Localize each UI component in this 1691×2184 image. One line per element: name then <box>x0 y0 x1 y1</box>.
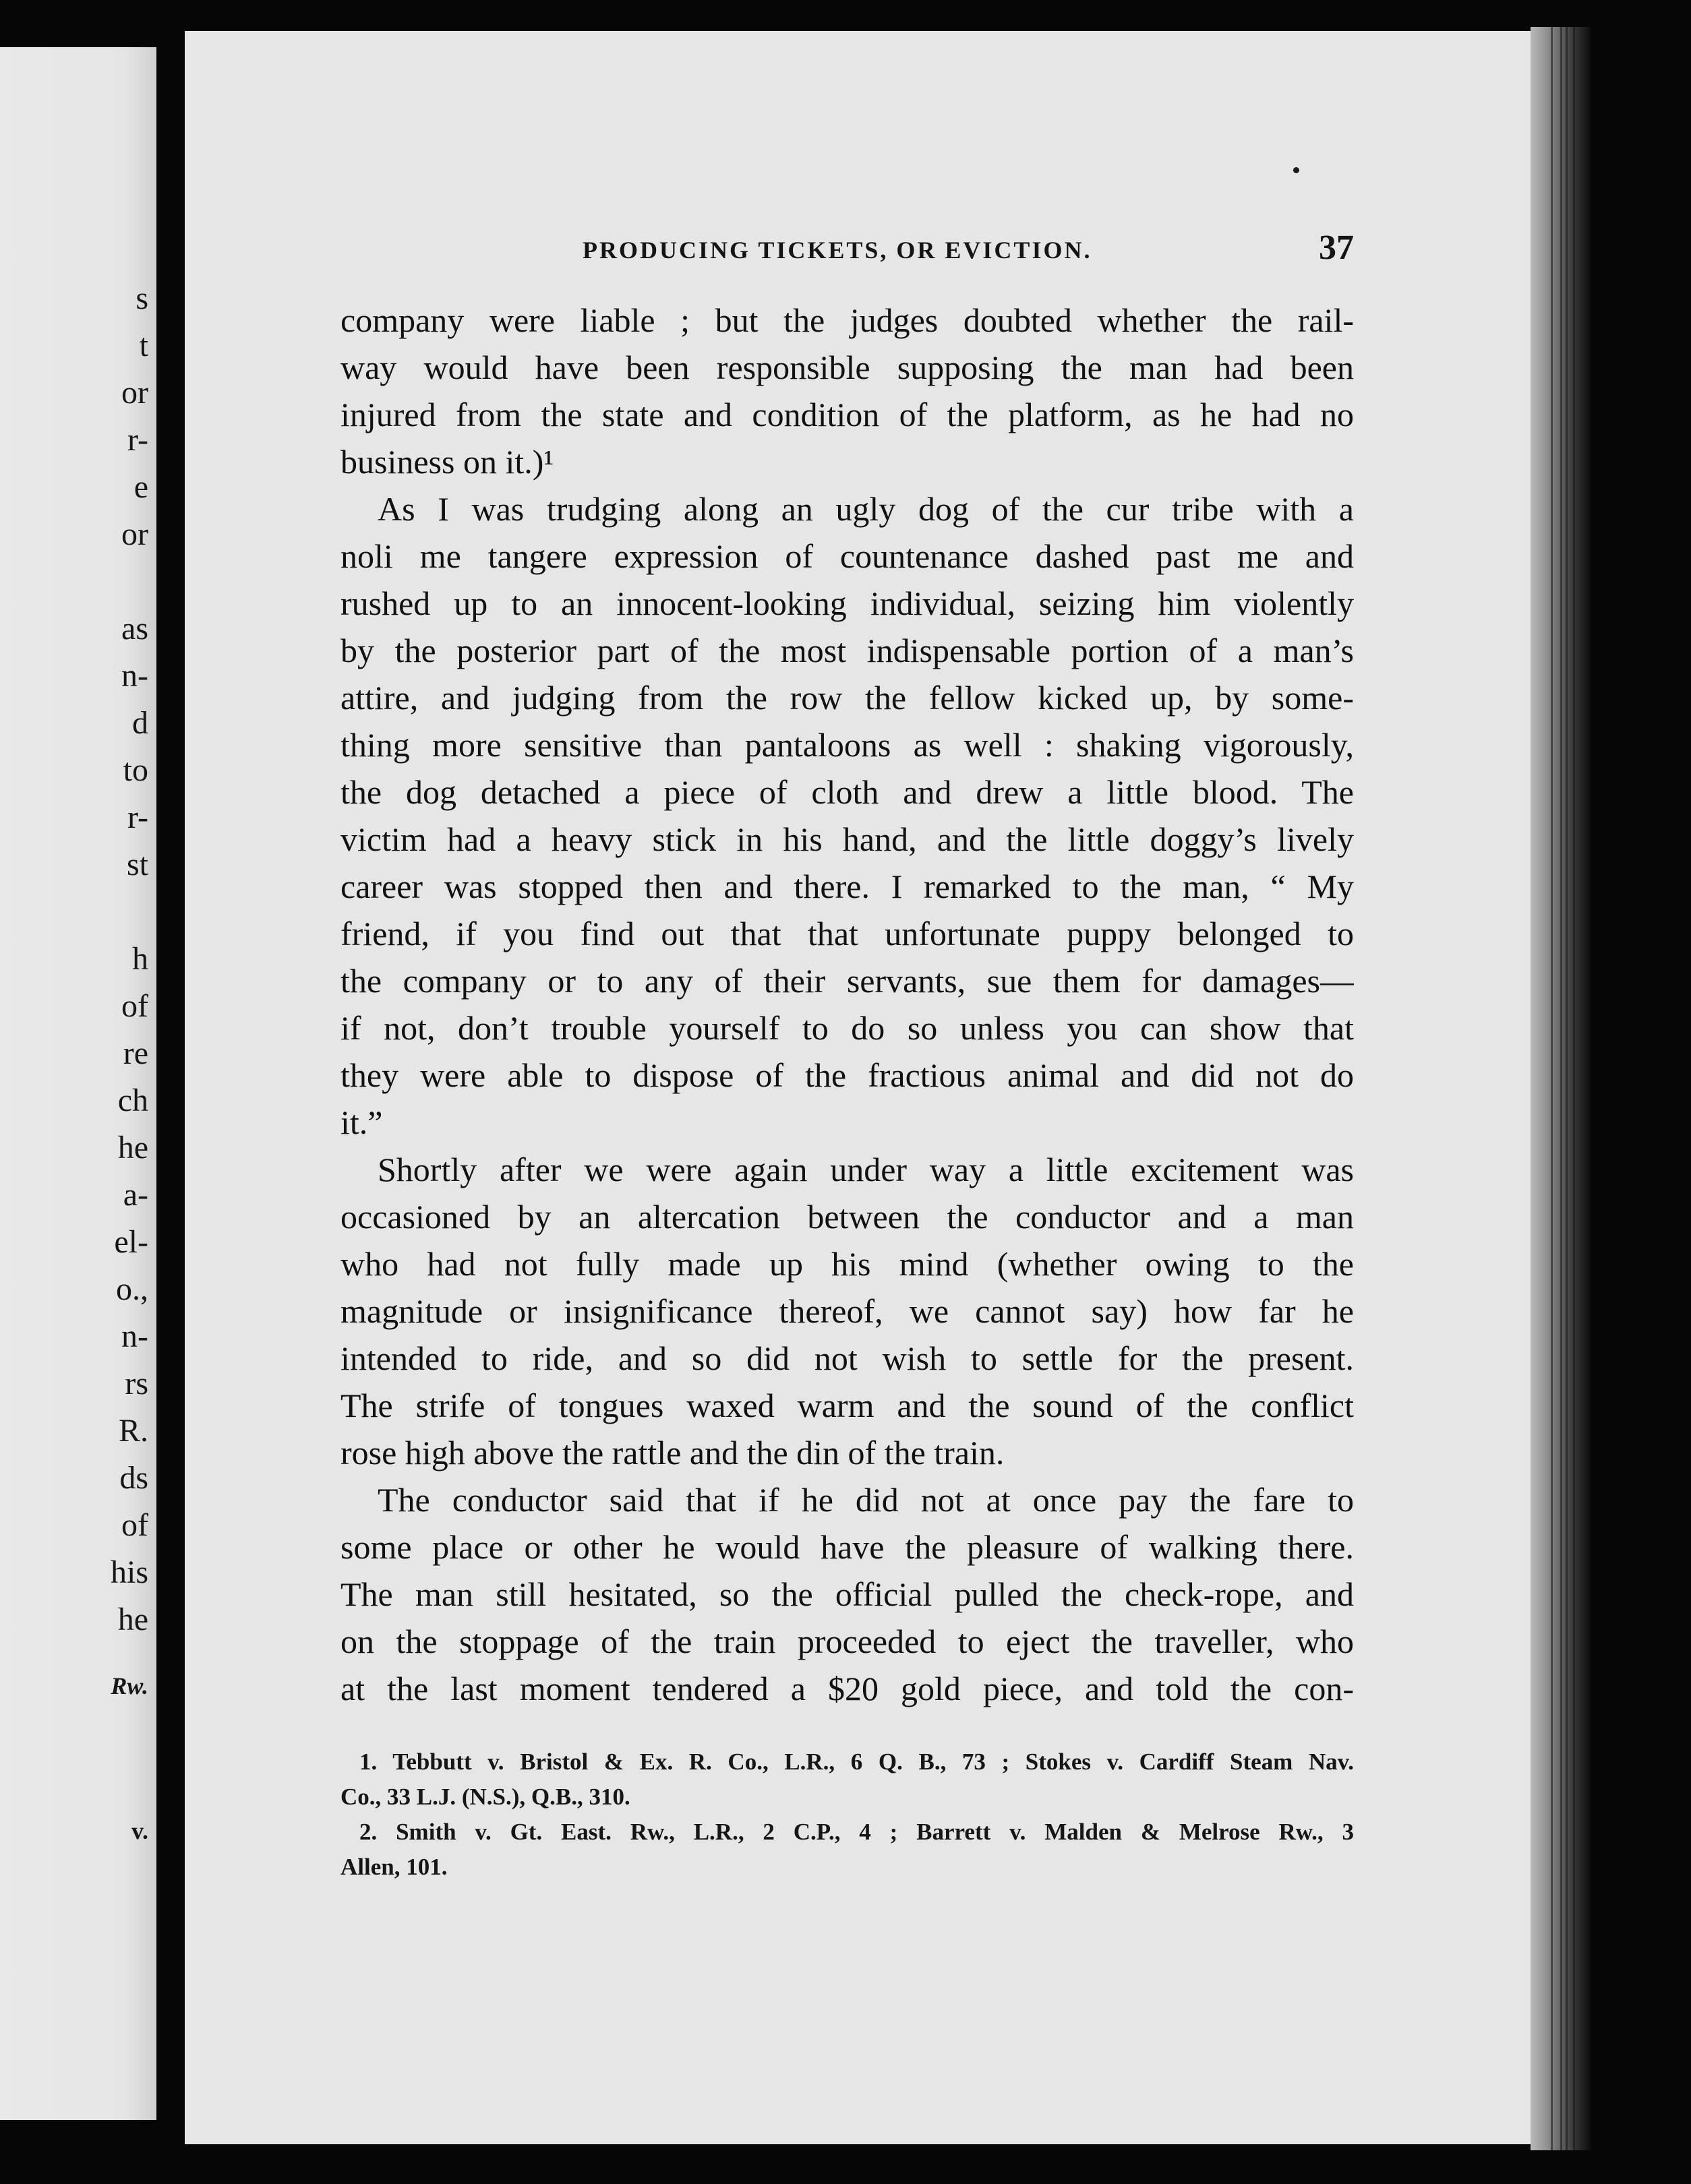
text-line: rose high above the rattle and the din of the train. <box>340 1434 1005 1472</box>
fragment: v. <box>131 1817 148 1844</box>
text-line: magnitude or insignificance thereof, we cannot say) how far he <box>340 1292 1354 1330</box>
text-line: attire, and judging from the row the fellow kicked up, by some- <box>340 679 1354 717</box>
text-line: way would have been responsible supposing the man had been <box>340 348 1354 386</box>
fragment: he <box>117 1602 148 1637</box>
text-line: who had not fully made up his mind (whether owing to the <box>340 1245 1354 1283</box>
fragment: to <box>123 752 148 788</box>
running-header <box>337 228 1354 282</box>
footnotes <box>340 1745 1354 1885</box>
fragment: as <box>121 611 148 646</box>
fragment: Rw. <box>111 1672 148 1699</box>
fragment: el- <box>114 1224 148 1260</box>
text-line: The conductor said that if he did not at once pay the fare to <box>378 1481 1354 1519</box>
fragment: t <box>139 328 148 363</box>
fragment: r- <box>127 422 148 458</box>
footnote-line: Co., 33 L.J. (N.S.), Q.B., 310. <box>340 1784 630 1810</box>
text-line: the company or to any of their servants, sue them for damages— <box>340 962 1354 1000</box>
fragment: ch <box>117 1083 148 1118</box>
fragment: or <box>121 375 148 411</box>
text-line: by the posterior part of the most indispensable portion of a man’s <box>340 632 1354 669</box>
text-line: As I was trudging along an ugly dog of the cur tribe with a <box>378 490 1354 528</box>
page-number: 37 <box>1319 229 1354 267</box>
text-line: noli me tangere expression of countenance dashed past me and <box>340 537 1354 575</box>
footnote-line: 1. Tebbutt v. Bristol & Ex. R. Co., L.R., 6 Q. B., 73 ; Stokes v. Cardiff Steam Nav. <box>359 1749 1354 1775</box>
text-line: on the stoppage of the train proceeded to eject the traveller, who <box>340 1622 1354 1660</box>
text-line: at the last moment tendered a $20 gold piece, and told the con- <box>340 1670 1354 1707</box>
text-line: The strife of tongues waxed warm and the sound of the conflict <box>340 1387 1354 1424</box>
book-cover-edge <box>1591 0 1691 2184</box>
text-line: career was stopped then and there. I remarked to the man, “ My <box>340 868 1354 905</box>
fragment: o., <box>116 1271 148 1307</box>
text-line: business on it.)¹ <box>340 443 554 481</box>
fragment: r- <box>127 799 148 835</box>
text-line: company were liable ; but the judges doubted whether the rail- <box>340 301 1354 339</box>
page-block-edge <box>1531 27 1591 2150</box>
fragment: his <box>110 1554 148 1590</box>
fragment: e <box>134 469 148 505</box>
fragment: s <box>136 280 148 316</box>
ink-speck <box>1293 167 1299 173</box>
fragment: R. <box>118 1413 148 1449</box>
text-line: injured from the state and condition of the platform, as he had no <box>340 396 1354 433</box>
text-line: victim had a heavy stick in his hand, and the little doggy’s lively <box>340 820 1354 858</box>
footnote-line: 2. Smith v. Gt. East. Rw., L.R., 2 C.P., 4 ; Barrett v. Malden & Melrose Rw., 3 <box>359 1819 1354 1845</box>
footnote-line: Allen, 101. <box>340 1854 448 1880</box>
body-text <box>340 297 1354 1712</box>
fragment: n- <box>121 658 148 694</box>
text-line: rushed up to an innocent-looking individual, seizing him violently <box>340 584 1354 622</box>
text-line: they were able to dispose of the fractious animal and did not do <box>340 1056 1354 1094</box>
left-facing-page <box>0 47 156 2120</box>
fragment: re <box>123 1035 148 1071</box>
text-line: The man still hesitated, so the official pulled the check-rope, and <box>340 1575 1354 1613</box>
fragment: rs <box>125 1366 148 1401</box>
text-line: occasioned by an altercation between the conductor and a man <box>340 1198 1354 1236</box>
text-line: some place or other he would have the pleasure of walking there. <box>340 1528 1354 1566</box>
book-gutter <box>156 34 185 2130</box>
fragment: of <box>121 988 148 1024</box>
text-line: Shortly after we were again under way a little excitement was <box>378 1151 1354 1188</box>
text-line: intended to ride, and so did not wish to settle for the present. <box>340 1339 1354 1377</box>
fragment: a- <box>123 1177 148 1213</box>
fragment: or <box>121 516 148 552</box>
fragment: of <box>121 1507 148 1543</box>
fragment: he <box>117 1130 148 1165</box>
text-line: thing more sensitive than pantaloons as well : shaking vigorously, <box>340 726 1354 764</box>
fragment: ds <box>119 1460 148 1496</box>
fragment: d <box>132 705 148 741</box>
fragment: st <box>126 847 148 882</box>
fragment: h <box>132 941 148 977</box>
fragment: n- <box>121 1318 148 1354</box>
text-line: it.” <box>340 1103 383 1141</box>
running-title: PRODUCING TICKETS, OR EVICTION. <box>583 237 1092 264</box>
left-page-text-fragments <box>0 47 156 2120</box>
text-line: if not, don’t trouble yourself to do so unless you can show that <box>340 1009 1354 1047</box>
text-line: the dog detached a piece of cloth and drew a little blood. The <box>340 773 1354 811</box>
text-line: friend, if you find out that that unfortunate puppy belonged to <box>340 915 1354 952</box>
